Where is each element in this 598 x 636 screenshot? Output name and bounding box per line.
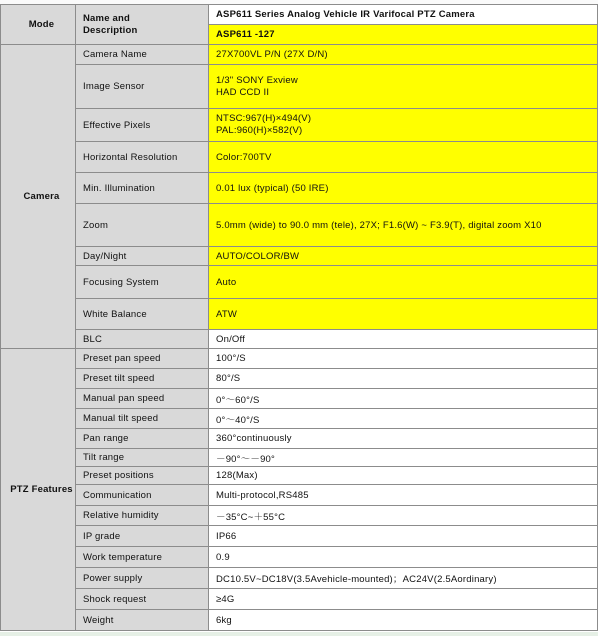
row-value: －35°C~＋55°C — [209, 506, 598, 526]
row-value: 5.0mm (wide) to 90.0 mm (tele), 27X; F1.6(W) ~ F3.9(T), digital zoom X10 — [209, 204, 598, 247]
row-value: 100°/S — [209, 349, 598, 369]
table-row — [1, 109, 598, 142]
row-label: Tilt range — [76, 449, 209, 467]
row-value: DC10.5V~DC18V(3.5Avehicle-mounted)；AC24V(2.5Aordinary) — [209, 568, 598, 589]
model-number: ASP611 -127 — [209, 25, 598, 45]
row-value: On/Off — [209, 330, 598, 349]
row-label: Effective Pixels — [76, 109, 209, 142]
row-label: Communication — [76, 485, 209, 506]
row-value: －90°～－90° — [209, 449, 598, 467]
row-value: 27X700VL P/N (27X D/N) — [209, 45, 598, 65]
row-label: Preset positions — [76, 467, 209, 485]
table-row — [1, 45, 598, 65]
row-value: 0°～60°/S — [209, 389, 598, 409]
row-label: Preset pan speed — [76, 349, 209, 369]
row-label: Preset tilt speed — [76, 369, 209, 389]
row-value: ATW — [209, 299, 598, 330]
table-row — [1, 369, 598, 389]
row-label: Pan range — [76, 429, 209, 449]
row-value: ≥4G — [209, 589, 598, 610]
row-label: Manual pan speed — [76, 389, 209, 409]
row-value: 6kg — [209, 610, 598, 631]
row-value: Auto — [209, 266, 598, 299]
table-row — [1, 349, 598, 369]
table-row — [1, 142, 598, 173]
name-description-header: Name and Description — [76, 5, 209, 45]
row-value: IP66 — [209, 526, 598, 547]
row-label: Horizontal Resolution — [76, 142, 209, 173]
mode-header: Mode — [1, 5, 76, 45]
table-row — [1, 449, 598, 467]
row-value: Color:700TV — [209, 142, 598, 173]
row-label: IP grade — [76, 526, 209, 547]
table-row — [1, 330, 598, 349]
row-value: 128(Max) — [209, 467, 598, 485]
table-row — [1, 547, 598, 568]
row-label: Power supply — [76, 568, 209, 589]
row-label: BLC — [76, 330, 209, 349]
table-row — [1, 266, 598, 299]
table-row — [1, 247, 598, 266]
row-value: NTSC:967(H)×494(V) PAL:960(H)×582(V) — [209, 109, 598, 142]
row-label: Relative humidity — [76, 506, 209, 526]
row-value: AUTO/COLOR/BW — [209, 247, 598, 266]
row-label: Day/Night — [76, 247, 209, 266]
table-row — [1, 467, 598, 485]
row-label: Min. Illumination — [76, 173, 209, 204]
table-row — [1, 610, 598, 631]
table-row — [1, 204, 598, 247]
row-value: Multi-protocol,RS485 — [209, 485, 598, 506]
spec-table — [0, 4, 598, 631]
row-label: Manual tilt speed — [76, 409, 209, 429]
row-value: 0.01 lux (typical) (50 IRE) — [209, 173, 598, 204]
table-row — [1, 299, 598, 330]
row-label: White Balance — [76, 299, 209, 330]
table-row — [1, 173, 598, 204]
table-row — [1, 526, 598, 547]
table-row — [1, 429, 598, 449]
ptz-section-label: PTZ Features — [1, 349, 76, 631]
row-value: 0°～40°/S — [209, 409, 598, 429]
product-title: ASP611 Series Analog Vehicle IR Varifocal PTZ Camera — [209, 5, 598, 25]
row-value: 80°/S — [209, 369, 598, 389]
row-label: Work temperature — [76, 547, 209, 568]
table-row — [1, 506, 598, 526]
table-row — [1, 65, 598, 109]
row-label: Zoom — [76, 204, 209, 247]
row-label: Focusing System — [76, 266, 209, 299]
table-row — [1, 568, 598, 589]
row-label: Camera Name — [76, 45, 209, 65]
row-value: 1/3" SONY Exview HAD CCD II — [209, 65, 598, 109]
table-row — [1, 409, 598, 429]
row-value: 360°continuously — [209, 429, 598, 449]
row-label: Shock request — [76, 589, 209, 610]
table-row — [1, 485, 598, 506]
row-label: Image Sensor — [76, 65, 209, 109]
table-row — [1, 389, 598, 409]
header-row — [1, 5, 598, 25]
row-value: 0.9 — [209, 547, 598, 568]
camera-section-label: Camera — [1, 45, 76, 349]
bottom-strip — [0, 632, 598, 636]
table-row — [1, 589, 598, 610]
row-label: Weight — [76, 610, 209, 631]
